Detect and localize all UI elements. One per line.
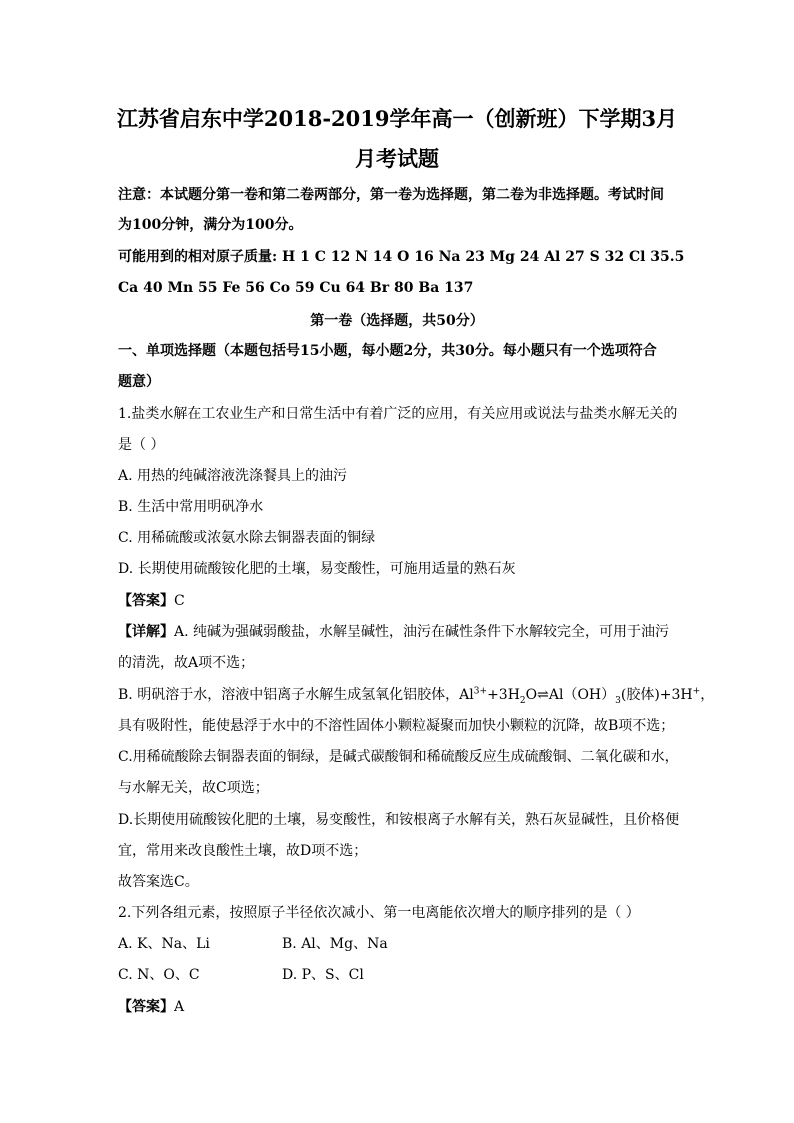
q1-explain-c-line1: C.用稀硫酸除去铜器表面的铜绿，是碱式碳酸铜和稀硫酸反应生成硫酸铜、二氧化碳和水， xyxy=(118,749,679,765)
q1-explain-b-end: ， xyxy=(700,687,715,703)
atomic-mass-line2: Ca 40 Mn 55 Fe 56 Co 59 Cu 64 Br 80 Ba 137 xyxy=(118,280,474,296)
q1-explain-b-mid2: O⇌Al（OH） xyxy=(525,687,616,703)
q1-option-a: A. 用热的纯碱溶液洗涤餐具上的油污 xyxy=(118,468,348,484)
q1-explain-a-text: A. 纯碱为强碱弱酸盐，水解呈碱性，油污在碱性条件下水解较完全，可用于油污 xyxy=(174,624,670,640)
notice-line2: 为100分钟，满分为100分。 xyxy=(118,217,303,233)
q1-answer-value: C xyxy=(174,593,185,609)
atomic-mass-line1: 可能用到的相对原子质量: H 1 C 12 N 14 O 16 Na 23 Mg 24 Al 27 S 32 Cl 35.5 xyxy=(118,249,685,265)
q1-explain-b-line1 xyxy=(118,686,714,704)
q1-explain-b-mid1: +3H xyxy=(487,687,520,703)
q1-answer-label: 【答案】 xyxy=(118,593,174,609)
q1-explain-a-line2: 的清洗，故A项不选； xyxy=(118,655,255,671)
q1-option-d: D. 长期使用硫酸铵化肥的土壤，易变酸性，可施用适量的熟石灰 xyxy=(118,561,516,577)
section1-heading-line2: 题意） xyxy=(118,374,160,390)
q1-explain-a-line1 xyxy=(118,623,669,641)
q2-answer-value: A xyxy=(174,999,185,1015)
q1-conclusion: 故答案选C。 xyxy=(118,874,199,890)
al-charge-sup: 3+ xyxy=(473,686,488,697)
q2-option-d: D. P、S、Cl xyxy=(282,967,364,983)
q2-option-c: C. N、O、C xyxy=(118,967,200,983)
q1-option-b: B. 生活中常用明矾净水 xyxy=(118,499,264,515)
notice-line1: 注意：本试题分第一卷和第二卷两部分，第一卷为选择题，第二卷为非选择题。考试时间 xyxy=(118,187,664,203)
q1-explain-d-line1: D.长期使用硫酸铵化肥的土壤，易变酸性，和铵根离子水解有关，熟石灰显碱性，且价格便 xyxy=(118,812,680,828)
hydroxide-sub: 3 xyxy=(615,695,621,706)
q1-option-c: C. 用稀硫酸或浓氨水除去铜器表面的铜绿 xyxy=(118,530,376,546)
part1-heading: 第一卷（选择题，共50分） xyxy=(310,313,484,329)
q1-explain-label: 【详解】 xyxy=(118,624,174,640)
q2-answer xyxy=(118,998,184,1016)
q1-stem-line2: 是（ ） xyxy=(118,437,165,453)
document-title-line1: 江苏省启东中学2018-2019学年高一（创新班）下学期3月 xyxy=(116,106,678,131)
water-h-sub: 2 xyxy=(519,695,526,706)
q1-explain-b-line2: 具有吸附性，能使悬浮于水中的不溶性固体小颗粒凝聚而加快小颗粒的沉降，故B项不选； xyxy=(118,718,675,734)
section1-heading-line1: 一、单项选择题（本题包括号15小题，每小题2分，共30分。每小题只有一个选项符合 xyxy=(118,343,657,359)
q1-explain-b-mid3: (胶体)+3H xyxy=(620,687,693,703)
q2-stem: 2.下列各组元素，按照原子半径依次减小、第一电离能依次增大的顺序排列的是（ ） xyxy=(118,905,640,921)
q1-explain-d-line2: 宜，常用来改良酸性土壤，故D项不选； xyxy=(118,843,368,859)
document-title-line2: 月考试题 xyxy=(355,146,439,171)
q1-explain-b-pre: B. 明矾溶于水，溶液中铝离子水解生成氢氧化铝胶体，Al xyxy=(118,687,474,703)
q1-explain-c-line2: 与水解无关，故C项选； xyxy=(118,780,269,796)
q1-stem-line1: 1.盐类水解在工农业生产和日常生活中有着广泛的应用，有关应用或说法与盐类水解无关的 xyxy=(118,406,678,422)
q2-option-a: A. K、Na、Li xyxy=(118,936,210,952)
q2-answer-label: 【答案】 xyxy=(118,999,174,1015)
h-charge-sup: + xyxy=(692,686,701,697)
q2-option-b: B. Al、Mg、Na xyxy=(282,936,388,952)
q1-answer xyxy=(118,592,185,610)
